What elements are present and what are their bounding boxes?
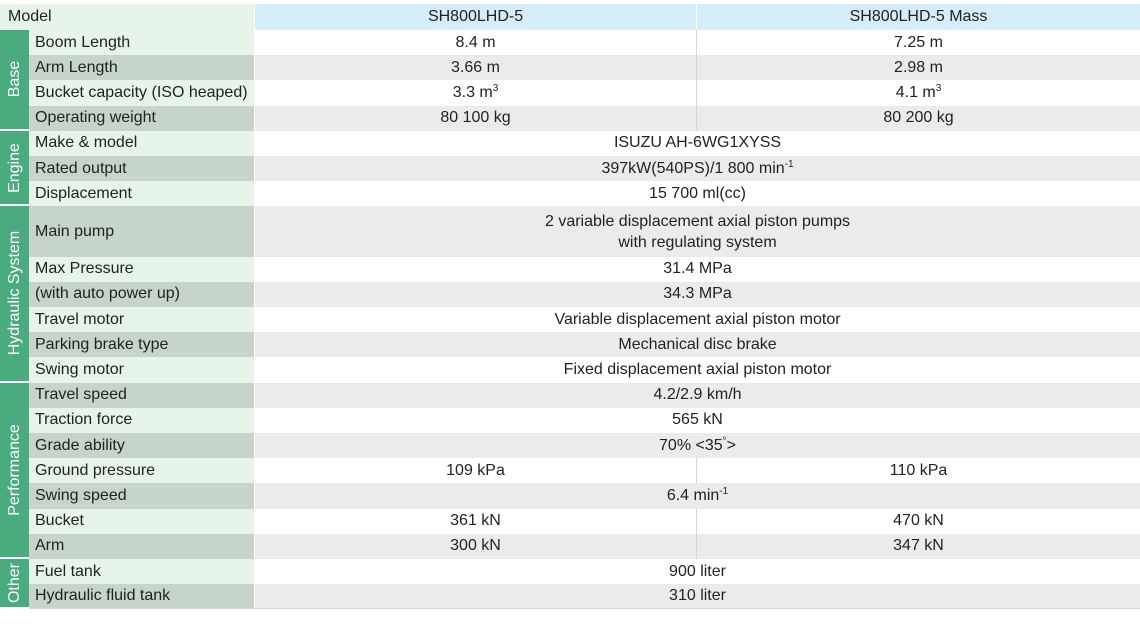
row-label: Main pump bbox=[29, 206, 255, 256]
value-shared: 34.3 MPa bbox=[255, 282, 1140, 307]
row-label: Displacement bbox=[29, 181, 255, 206]
superscript: 3 bbox=[492, 82, 499, 94]
group-other bbox=[0, 559, 29, 609]
group-engine bbox=[0, 131, 29, 207]
table-row bbox=[0, 584, 1140, 609]
value-text: 70% <35 bbox=[659, 436, 723, 454]
superscript: -1 bbox=[784, 158, 794, 170]
group-hydraulic-label: Hydraulic System bbox=[5, 231, 23, 356]
row-label: Boom Length bbox=[29, 30, 255, 55]
group-engine-label: Engine bbox=[5, 142, 23, 193]
group-hydraulic bbox=[0, 206, 29, 382]
table-row bbox=[0, 383, 1140, 408]
value-shared: 31.4 MPa bbox=[255, 257, 1140, 282]
group-performance-label: Performance bbox=[5, 424, 23, 516]
table-row bbox=[0, 181, 1140, 206]
table-row bbox=[0, 357, 1140, 382]
value-shared: Mechanical disc brake bbox=[255, 332, 1140, 357]
value-line-1: 2 variable displacement axial piston pumps bbox=[544, 212, 851, 230]
value-model-b: 2.98 m bbox=[697, 55, 1140, 80]
value-model-a bbox=[255, 80, 697, 105]
model-header-label: Model bbox=[0, 4, 255, 30]
value-model-b: 110 kPa bbox=[697, 458, 1140, 483]
table-row bbox=[0, 80, 1140, 105]
value-model-b: 347 kN bbox=[697, 534, 1140, 559]
value-model-b bbox=[697, 80, 1140, 105]
table-row bbox=[0, 408, 1140, 433]
row-label: Hydraulic fluid tank bbox=[29, 584, 255, 609]
group-base bbox=[0, 30, 29, 131]
row-label: Rated output bbox=[29, 156, 255, 181]
row-label: Ground pressure bbox=[29, 458, 255, 483]
value-text: 397kW(540PS)/1 800 min bbox=[601, 159, 785, 177]
value-shared: Variable displacement axial piston motor bbox=[255, 307, 1140, 332]
superscript: -1 bbox=[719, 485, 729, 497]
value-shared: ISUZU AH-6WG1XYSS bbox=[255, 131, 1140, 156]
value-shared: Fixed displacement axial piston motor bbox=[255, 357, 1140, 382]
table-row bbox=[0, 307, 1140, 332]
group-base-label: Base bbox=[5, 61, 23, 98]
table-row bbox=[0, 106, 1140, 131]
row-label: Grade ability bbox=[29, 433, 255, 458]
row-label: Traction force bbox=[29, 408, 255, 433]
header-row bbox=[0, 4, 1140, 30]
value-model-a: 300 kN bbox=[255, 534, 697, 559]
table-row bbox=[0, 55, 1140, 80]
spec-table bbox=[0, 4, 1140, 609]
table-row bbox=[0, 282, 1140, 307]
value-model-a: 109 kPa bbox=[255, 458, 697, 483]
model-b-header: SH800LHD-5 Mass bbox=[697, 4, 1140, 30]
value-shared bbox=[255, 433, 1140, 458]
value-model-a: 80 100 kg bbox=[255, 106, 697, 131]
table-row bbox=[0, 559, 1140, 584]
value-shared: 565 kN bbox=[255, 408, 1140, 433]
value-shared: 4.2/2.9 km/h bbox=[255, 383, 1140, 408]
value-shared bbox=[255, 206, 1140, 256]
group-performance bbox=[0, 383, 29, 559]
value-shared: 900 liter bbox=[255, 559, 1140, 584]
value-line-2: with regulating system bbox=[618, 233, 777, 251]
value-shared bbox=[255, 483, 1140, 508]
row-label: Make & model bbox=[29, 131, 255, 156]
value-model-a: 8.4 m bbox=[255, 30, 697, 55]
value-text: 4.1 m bbox=[895, 83, 936, 101]
row-label: Max Pressure bbox=[29, 257, 255, 282]
row-label: Bucket bbox=[29, 509, 255, 534]
table-row bbox=[0, 433, 1140, 458]
table-row bbox=[0, 332, 1140, 357]
table-row bbox=[0, 131, 1140, 156]
table-row bbox=[0, 483, 1140, 508]
value-text: 3.3 m bbox=[452, 83, 493, 101]
superscript: ° bbox=[722, 435, 727, 447]
table-row bbox=[0, 257, 1140, 282]
row-label: Travel speed bbox=[29, 383, 255, 408]
value-model-a: 3.66 m bbox=[255, 55, 697, 80]
value-model-a: 361 kN bbox=[255, 509, 697, 534]
value-text: 6.4 min bbox=[666, 486, 720, 504]
row-label: Arm Length bbox=[29, 55, 255, 80]
row-label: Swing speed bbox=[29, 483, 255, 508]
superscript: 3 bbox=[935, 82, 942, 94]
value-shared: 310 liter bbox=[255, 584, 1140, 609]
table-row bbox=[0, 206, 1140, 256]
value-model-b: 470 kN bbox=[697, 509, 1140, 534]
row-label: Fuel tank bbox=[29, 559, 255, 584]
row-label: Operating weight bbox=[29, 106, 255, 131]
value-shared bbox=[255, 156, 1140, 181]
row-label: Parking brake type bbox=[29, 332, 255, 357]
row-label: Travel motor bbox=[29, 307, 255, 332]
table-row bbox=[0, 156, 1140, 181]
value-suffix: > bbox=[726, 436, 736, 454]
table-row bbox=[0, 509, 1140, 534]
row-label: (with auto power up) bbox=[29, 282, 255, 307]
table-row bbox=[0, 458, 1140, 483]
row-label: Bucket capacity (ISO heaped) bbox=[29, 80, 255, 105]
group-other-label: Other bbox=[5, 563, 23, 604]
value-model-b: 80 200 kg bbox=[697, 106, 1140, 131]
table-row bbox=[0, 30, 1140, 55]
value-model-b: 7.25 m bbox=[697, 30, 1140, 55]
value-shared: 15 700 ml(cc) bbox=[255, 181, 1140, 206]
row-label: Arm bbox=[29, 534, 255, 559]
row-label: Swing motor bbox=[29, 357, 255, 382]
model-a-header: SH800LHD-5 bbox=[255, 4, 697, 30]
table-row bbox=[0, 534, 1140, 559]
